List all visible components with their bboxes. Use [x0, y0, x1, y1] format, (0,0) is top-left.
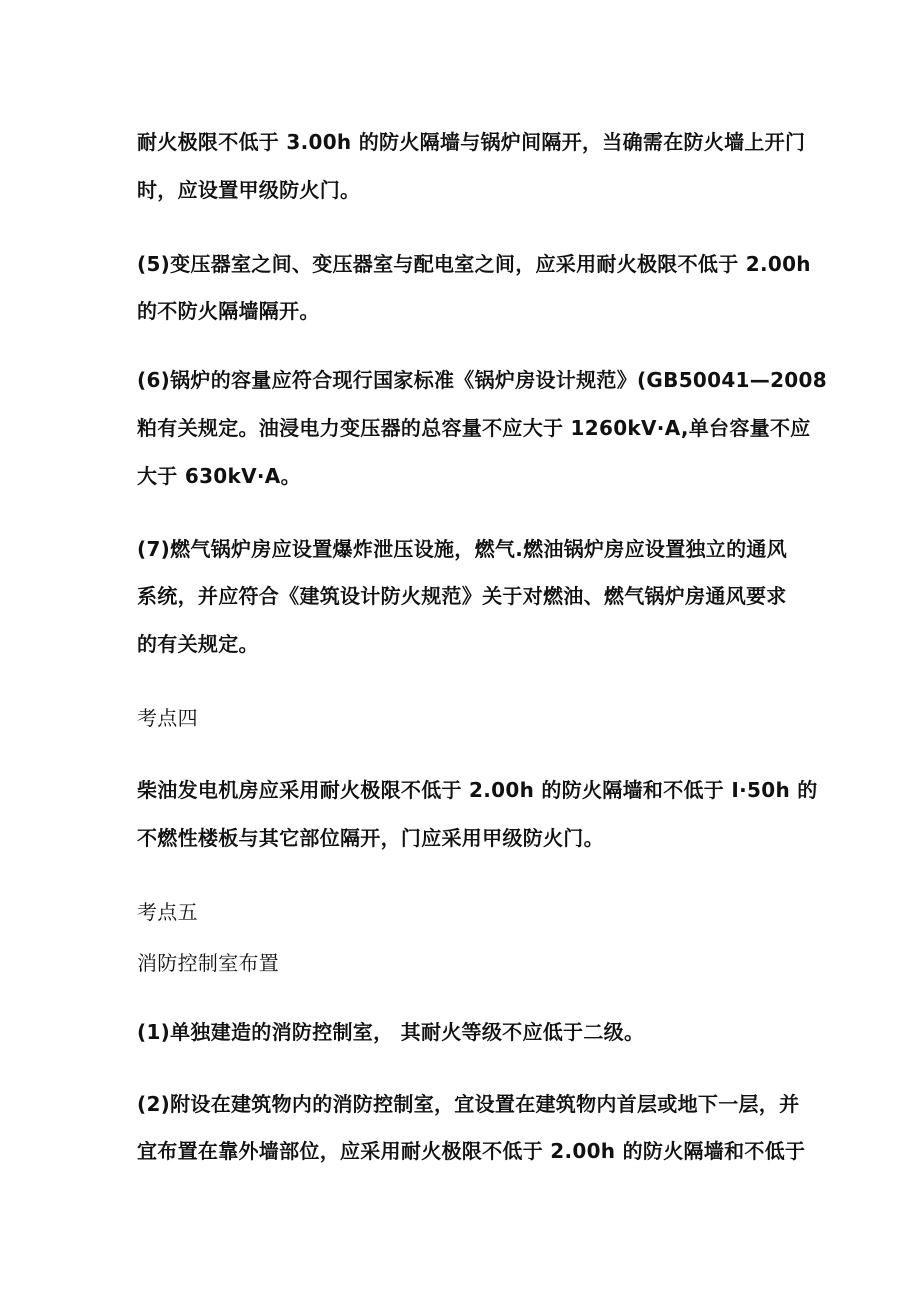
- section-heading: 考点五: [137, 900, 198, 924]
- text-line: (7)燃气锅炉房应设置爆炸泄压设施，燃气.燃油锅炉房应设置独立的通风: [137, 537, 787, 561]
- text-line: (6)锅炉的容量应符合现行国家标准《锅炉房设计规范》(GB50041—2008: [137, 368, 827, 392]
- text-line: 柴油发电机房应采用耐火极限不低于 2.00h 的防火隔墙和不低于 I·50h 的: [137, 778, 818, 802]
- text-line: (5)变压器室之间、变压器室与配电室之间，应采用耐火极限不低于 2.00h: [137, 252, 811, 276]
- text-line: 的不防火隔墙隔开。: [137, 299, 320, 323]
- text-line: (1)单独建造的消防控制室， 其耐火等级不应低于二级。: [137, 1020, 645, 1044]
- text-line: 耐火极限不低于 3.00h 的防火隔墙与锅炉间隔开，当确需在防火墙上开门: [137, 130, 806, 154]
- text-line: 不燃性楼板与其它部位隔开，门应采用甲级防火门。: [137, 826, 604, 850]
- text-line: 系统，并应符合《建筑设计防火规范》关于对燃油、燃气锅炉房通风要求: [137, 584, 787, 608]
- section-subheading: 消防控制室布置: [137, 951, 280, 975]
- text-line: 宜布置在靠外墙部位，应采用耐火极限不低于 2.00h 的防火隔墙和不低于: [137, 1139, 806, 1163]
- text-line: (2)附设在建筑物内的消防控制室，宜设置在建筑物内首层或地下一层，并: [137, 1092, 800, 1116]
- text-line: 粕有关规定。油浸电力变压器的总容量不应大于 1260kV·A,单台容量不应: [137, 416, 811, 440]
- section-heading: 考点四: [137, 706, 198, 730]
- text-line: 的有关规定。: [137, 632, 259, 656]
- text-line: 时，应设置甲级防火门。: [137, 178, 361, 202]
- text-line: 大于 630kV·A。: [137, 464, 301, 488]
